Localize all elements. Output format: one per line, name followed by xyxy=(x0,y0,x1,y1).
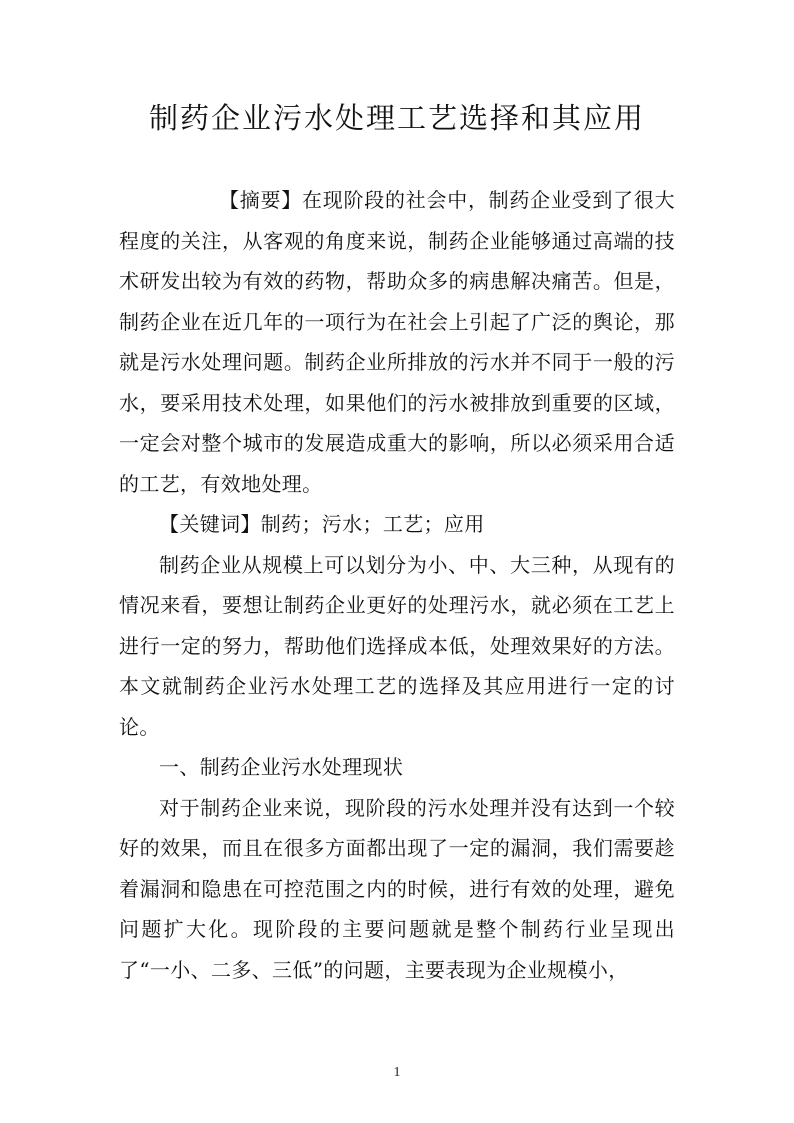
intro-paragraph: 制药企业从规模上可以划分为小、中、大三种，从现有的情况来看，要想让制药企业更好的处理污水，就必须在工艺上进行一定的努力，帮助他们选择成本低，处理效果好的方法。本文就制药企业污水处理工艺的选择及其应用进行一定的讨论。 xyxy=(119,552,675,739)
keywords-paragraph: 【关键词】制药；污水；工艺；应用 xyxy=(159,512,485,536)
abstract-paragraph: 【摘要】在现阶段的社会中，制药企业受到了很大程度的关注，从客观的角度来说，制药企业能够通过高端的技术研发出较为有效的药物，帮助众多的病患解决痛苦。但是，制药企业在近几年的一项行为在社会上引起了广泛的舆论，那就是污水处理问题。制药企业所排放的污水并不同于一般的污水，要采用技术处理，如果他们的污水被排放到重要的区域，一定会对整个城市的发展造成重大的影响，所以必须采用合适的工艺，有效地处理。 xyxy=(119,188,675,496)
page-number: 1 xyxy=(393,1065,401,1080)
document-body xyxy=(119,180,675,990)
section-heading: 一、制药企业污水处理现状 xyxy=(159,755,404,779)
document-title: 制药企业污水处理工艺选择和其应用 xyxy=(148,101,645,135)
body-paragraph: 对于制药企业来说，现阶段的污水处理并没有达到一个较好的效果，而且在很多方面都出现了一定的漏洞，我们需要趁着漏洞和隐患在可控范围之内的时候，进行有效的处理，避免问题扩大化。现阶段的主要问题就是整个制药行业呈现出了“一小、二多、三低”的问题，主要表现为企业规模小， xyxy=(119,795,675,982)
